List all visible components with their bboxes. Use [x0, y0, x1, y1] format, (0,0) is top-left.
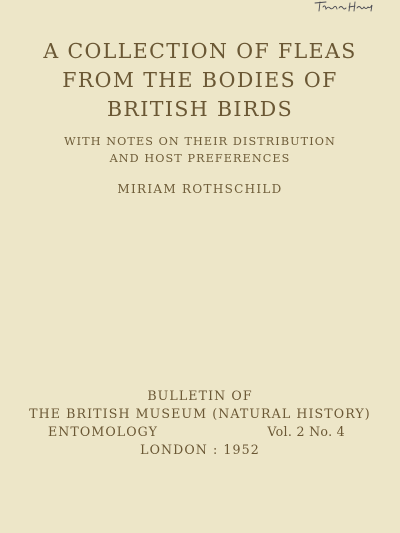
subtitle-line-1: WITH NOTES ON THEIR DISTRIBUTION [64, 135, 336, 148]
title-line-2: FROM THE BODIES OF [62, 68, 338, 92]
title-line-3: BRITISH BIRDS [106, 97, 294, 121]
handwritten-signature [312, 0, 376, 14]
title-line-1: A COLLECTION OF FLEAS [43, 39, 357, 63]
place-date: LONDON : 1952 [140, 442, 260, 457]
bulletin-line-2: THE BRITISH MUSEUM (NATURAL HISTORY) [29, 406, 371, 421]
series-name: ENTOMOLOGY [48, 424, 158, 439]
subtitle-line-2: AND HOST PREFERENCES [109, 152, 291, 165]
document-subtitle [0, 133, 400, 167]
author-name: MIRIAM ROTHSCHILD [117, 182, 283, 196]
document-title [0, 37, 400, 124]
bulletin-line-1: BULLETIN OF [147, 388, 253, 403]
volume-number: Vol. 2 No. 4 [267, 424, 345, 439]
